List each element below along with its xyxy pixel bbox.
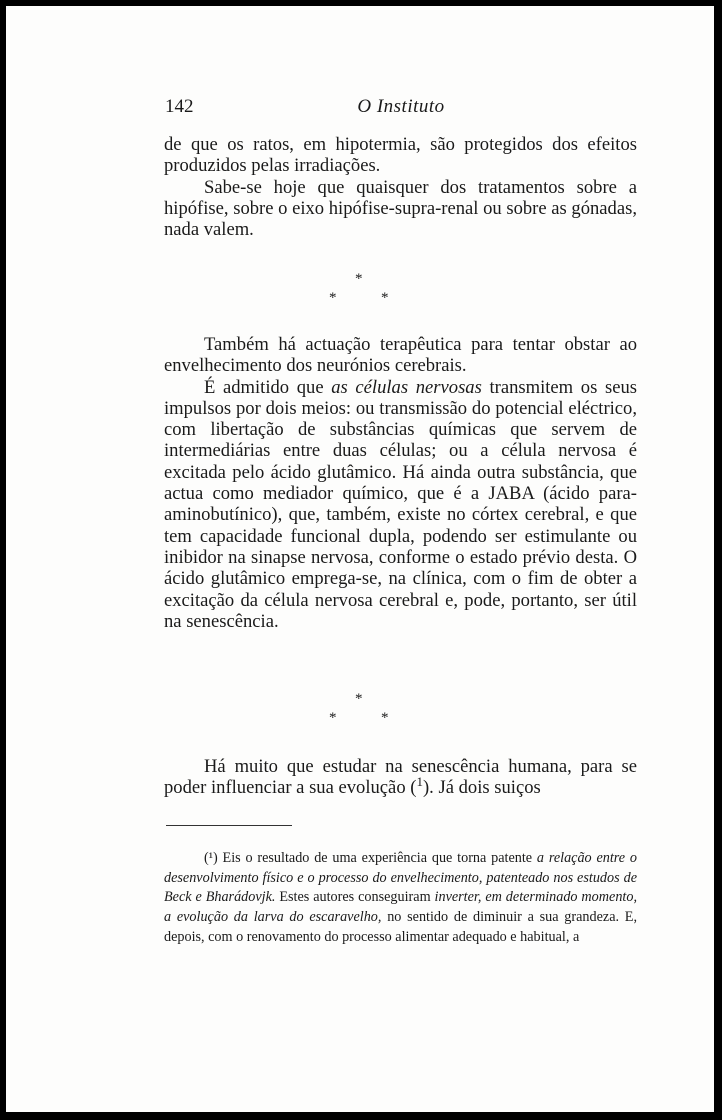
text-run: Eis o resultado de uma experiência que torna patente xyxy=(222,850,537,866)
paragraph-actuacao: Também há actuação terapêutica para tentar obstar ao envelhecimento dos neurónios cerebrais. xyxy=(164,334,637,377)
text-run: Há muito que estudar na senescência humana, para se poder influenciar a sua evolução ( xyxy=(164,756,637,799)
footnote-marker: (¹) xyxy=(204,850,218,866)
text-block-bottom xyxy=(164,756,637,799)
asterisk: * xyxy=(355,271,363,287)
italic-run: as células nervosas xyxy=(331,376,482,398)
running-header xyxy=(165,96,637,122)
book-page xyxy=(6,6,714,1112)
paragraph-celulas xyxy=(164,377,637,633)
paragraph-senescencia xyxy=(164,756,637,799)
footnote-reference: 1 xyxy=(416,774,423,790)
italic-run: inverter, em determinado momento, a evolução da larva do escaravelho, xyxy=(164,889,637,926)
asterisk: * xyxy=(381,290,389,306)
asterisk: * xyxy=(355,691,363,707)
journal-title: O Instituto xyxy=(357,96,445,117)
footnote xyxy=(164,849,637,948)
text-run: no sentido de diminuir a sua grandeza. E, depois, com o renovamento do processo alimentar adequado e habitual, a xyxy=(164,909,638,945)
text-block-middle xyxy=(164,334,637,632)
footnote-rule xyxy=(166,825,292,826)
asterisk: * xyxy=(329,290,337,306)
page-number: 142 xyxy=(165,96,194,117)
italic-run: a relação entre o desenvolvimento físico e o processo do envelhecimento, patenteado nos estudos de Beck e Bharádovjk. xyxy=(164,850,638,906)
paragraph-hipofise: Sabe-se hoje que quaisquer dos tratamentos sobre a hipófise, sobre o eixo hipófise-supra-renal ou sobre as gónadas, nada valem. xyxy=(164,176,637,241)
text-run: transmitem os seus impulsos por dois meios: ou transmissão do potencial eléctrico, com libertação de substâncias químicas que servem de intermediárias entre duas células; ou a célula nervosa é excitada pelo ácido glutâmico. Há ainda outra substância, que actua como mediador químico, que é a JABA (ácido para-aminobutínico), que, também, existe no córtex cerebral, e que tem capacidade funcional dupla, podendo ser estimulante ou inibidor na sinapse nervosa, conforme o estado prévio desta. O ácido glutâmico emprega-se, na clínica, com o fim de obter a excitação da célula nervosa cerebral e, pode, portanto, ser útil na senescência. xyxy=(164,376,637,632)
text-run: ). Já dois suiços xyxy=(422,777,541,799)
asterisk: * xyxy=(329,710,337,726)
text-run: Estes autores conseguiram xyxy=(275,889,435,906)
paragraph-continued: de que os ratos, em hipotermia, são protegidos dos efeitos produzidos pelas irradiações. xyxy=(164,134,637,177)
asterisk: * xyxy=(381,710,389,726)
text-block-top xyxy=(164,134,637,240)
text-run: É admitido que xyxy=(204,376,332,398)
